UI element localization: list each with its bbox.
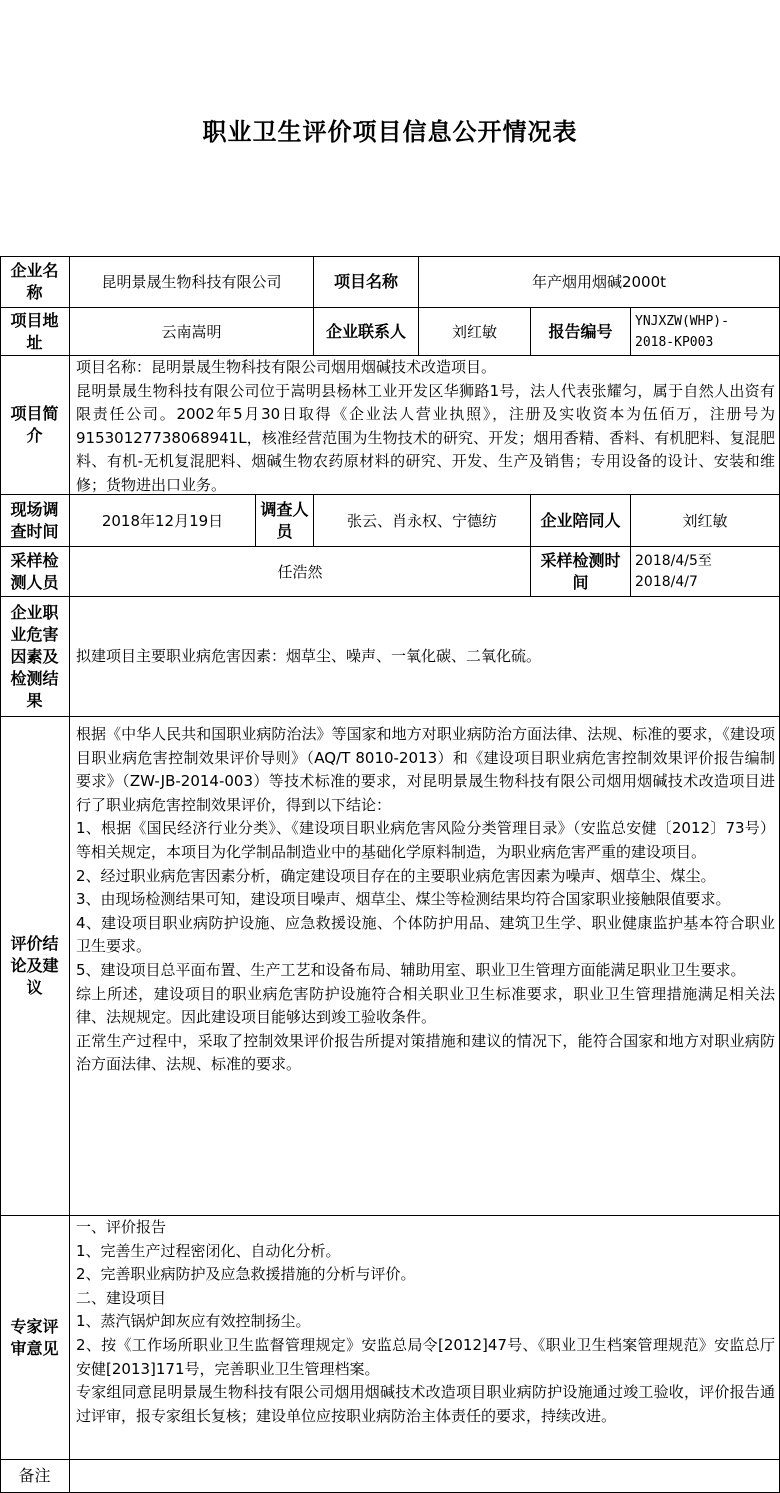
label-evaluation: 评价结论及建议 [0, 717, 70, 1216]
expert-review-paragraph: 1、完善生产过程密闭化、自动化分析。 [76, 1241, 341, 1260]
expert-review-text [70, 1216, 780, 1460]
label-remarks: 备注 [0, 1460, 70, 1493]
expert-review-paragraph: 1、蒸汽锅炉卸灰应有效控制扬尘。 [76, 1312, 311, 1331]
report-no-line-2: 2018-KP003 [635, 334, 714, 350]
evaluation-paragraph: 3、由现场检测结果可知，建设项目噪声、烟草尘、煤尘等检测结果均符合国家职业接触限值要求。 [76, 890, 731, 909]
label-project-address: 项目地址 [0, 308, 70, 356]
sampling-time-end: 2018/4/7 [635, 573, 698, 590]
page-title: 职业卫生评价项目信息公开情况表 [202, 118, 578, 146]
value-company-contact: 刘红敏 [419, 308, 531, 356]
value-company-name: 昆明景晟生物科技有限公司 [70, 256, 314, 308]
value-sampling-time [631, 547, 780, 597]
value-survey-time: 2018年12月19日 [70, 495, 256, 547]
evaluation-paragraph: 正常生产过程中，采取了控制效果评价报告所提对策措施和建议的情况下，能符合国家和地方对职业病防治方面法律、法规、标准的要求。 [76, 1031, 775, 1074]
sampling-time-start: 2018/4/5至 [635, 552, 712, 569]
label-surveyors: 调查人员 [256, 495, 314, 547]
expert-review-paragraph: 专家组同意昆明景晟生物科技有限公司烟用烟碱技术改造项目职业病防护设施通过竣工验收，评价报告通过评审，报专家组长复核；建设单位应按职业病防治主体责任的要求，持续改进。 [76, 1383, 775, 1425]
value-company-escort: 刘红敏 [631, 495, 780, 547]
expert-review-paragraph: 2、完善职业病防护及应急救援措施的分析与评价。 [76, 1265, 416, 1284]
evaluation-paragraph: 5、建设项目总平面布置、生产工艺和设备布局、辅助用室、职业卫生管理方面能满足职业卫生要求。 [76, 960, 746, 979]
intro-paragraph: 项目名称：昆明景晟生物科技有限公司烟用烟碱技术改造项目。 [76, 358, 497, 376]
evaluation-paragraph: 2、经过职业病危害因素分析，确定建设项目存在的主要职业病危害因素为噪声、烟草尘、煤尘。 [76, 866, 716, 885]
label-project-intro: 项目简介 [0, 356, 70, 495]
evaluation-paragraph: 4、建设项目职业病防护设施、应急救援设施、个体防护用品、建筑卫生学、职业健康监护基本符合职业卫生要求。 [76, 913, 775, 956]
project-intro-text [70, 356, 780, 495]
label-report-no: 报告编号 [531, 308, 631, 356]
intro-paragraph: 昆明景晟生物科技有限公司位于嵩明县杨林工业开发区华狮路1号，法人代表张耀匀，属于自然人出资有限责任公司。2002年5月30日取得《企业法人营业执照》，注册及实收资本为伍佰万，注册号为91530127738068941L，核准经营范围为生物技术的研究、开发；烟用香精、香料、有机肥料、复混肥料、有机-无机复混肥料、烟碱生物农药原材料的研究、开发、生产及销售；专用设备的设计、安装和维修；货物进出口业务。 [76, 381, 775, 494]
evaluation-paragraph: 1、根据《国民经济行业分类》、《建设项目职业病危害风险分类管理目录》（安监总安健〔2012〕73号）等相关规定，本项目为化学制品制造业中的基础化学原料制造，为职业病危害严重的建设项目。 [76, 819, 775, 861]
label-sampling-time: 采样检测时间 [531, 547, 631, 597]
label-sampling-staff: 采样检测人员 [0, 547, 70, 597]
evaluation-text [70, 717, 780, 1216]
label-company-name: 企业名称 [0, 256, 70, 308]
evaluation-paragraph: 综上所述，建设项目的职业病危害防护设施符合相关职业卫生标准要求，职业卫生管理措施满足相关法律、法规规定。因此建设项目能够达到竣工验收条件。 [76, 984, 775, 1027]
label-survey-time: 现场调查时间 [0, 495, 70, 547]
report-no-line-1: YNJXZW(WHP)- [635, 313, 729, 329]
evaluation-paragraph: 根据《中华人民共和国职业病防治法》等国家和地方对职业病防治方面法律、法规、标准的要求，《建设项目职业病危害控制效果评价导则》（AQ/T 8010-2013）和《建设项目职业病危害控制效果评价报告编制要求》（ZW-JB-2014-003）等技术标准的要求，对昆明景晟生物科技有限公司烟用烟碱技术改造项目进行了职业病危害控制效果评价，得到以下结论： [76, 725, 775, 814]
value-project-name: 年产烟用烟碱2000t [419, 256, 780, 308]
value-surveyors: 张云、肖永权、宁德纺 [314, 495, 531, 547]
label-expert-review: 专家评审意见 [0, 1216, 70, 1460]
expert-review-paragraph: 一、评价报告 [76, 1218, 167, 1236]
expert-review-paragraph: 2、按《工作场所职业卫生监督管理规定》安监总局令[2012]47号、《职业卫生档案管理规范》安监总厅安健[2013]171号，完善职业卫生管理档案。 [76, 1335, 775, 1378]
expert-review-paragraph: 二、建设项目 [76, 1288, 167, 1307]
label-company-escort: 企业陪同人 [531, 495, 631, 547]
label-hazards: 企业职业危害因素及检测结果 [0, 597, 70, 717]
label-company-contact: 企业联系人 [314, 308, 419, 356]
label-project-name: 项目名称 [314, 256, 419, 308]
value-sampling-staff: 任浩然 [70, 547, 531, 597]
value-remarks [70, 1460, 780, 1493]
value-project-address: 云南嵩明 [70, 308, 314, 356]
value-report-no [631, 308, 780, 356]
value-hazards: 拟建项目主要职业病危害因素：烟草尘、噪声、一氧化碳、二氧化硫。 [70, 597, 780, 717]
